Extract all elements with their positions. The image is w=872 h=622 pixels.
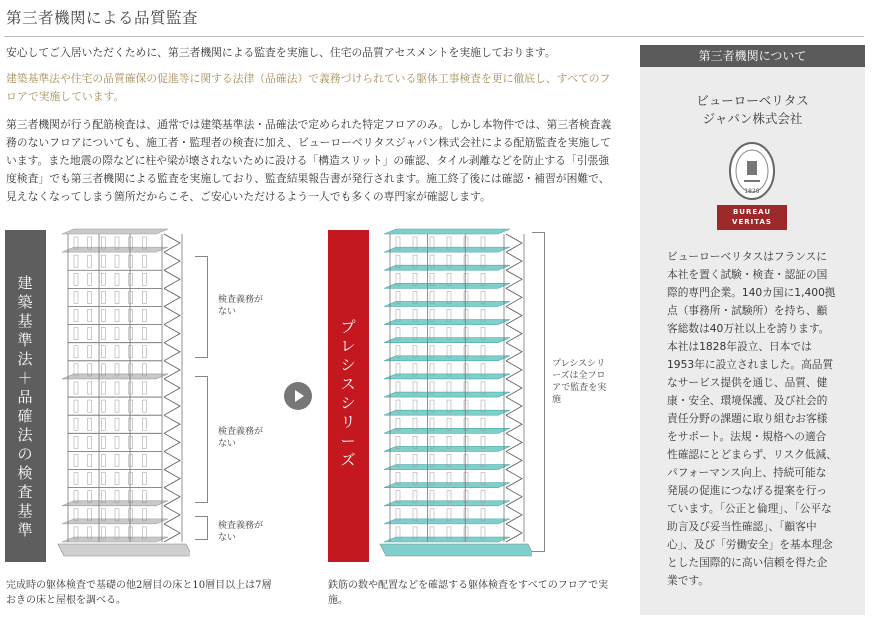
company-name-line-1: ビューローベリタス <box>696 93 809 108</box>
no-inspection-note-2: 検査義務がない <box>218 427 264 449</box>
bracket-3 <box>195 516 208 540</box>
bureau-veritas-seal-icon <box>728 141 776 201</box>
company-name <box>640 92 865 128</box>
foundation <box>58 544 190 556</box>
seal-year: 1828 <box>744 188 760 195</box>
floor-slab <box>384 229 510 234</box>
building-illustration-standard <box>50 224 190 569</box>
floor-slab <box>62 229 168 234</box>
highlight-paragraph: 建築基準法や住宅の品質確保の促進等に関する法律（品確法）で義務づけられている躯体工事検査を更に徹底し、すべてのフロアで実施しています。 <box>6 72 611 103</box>
title-divider <box>4 36 864 37</box>
standard-caption: 完成時の躯体検査で基礎の他2層目の床と10層目以上は7層おきの床と屋根を調べる。 <box>6 580 272 606</box>
building-illustration-precis <box>372 224 532 569</box>
company-name-line-2: ジャパン株式会社 <box>702 111 803 126</box>
standard-label: 建築基準法＋品確法の検査基準 <box>17 274 33 539</box>
bracket-1 <box>195 256 208 358</box>
logo-text-1: BUREAU <box>732 208 772 216</box>
no-inspection-note-3: 検査義務がない <box>218 521 264 543</box>
precis-label: プレシスシリーズ <box>340 318 356 469</box>
company-description: ビューローベリタスはフランスに本社を置く試験・検査・認証の国際的専門企業。140カ国に1,400拠点（事務所・試験所）を持ち、顧客総数は40万社以上を誇ります。本社は1828年設立、日本では1953年に設立されました。高品質なサービス提供を通じ、品質、健康・安全、環境保護、及び社会的責任分野の課題に取り組むお客様をサポート。法規・規格への適合性確認にとどまらず、リスク低減、パフォーマンス向上、持続可能な発展の促進につなげる提案を行っています。「公正と倫理」、「公平な助言及び妥当性確認」、「顧客中心」、及び「労働安全」を基本理念とした国際的に高い信頼を得た企業です。 <box>667 250 837 587</box>
detail-paragraph: 第三者機関が行う配筋検査は、通常では建築基準法・品確法で定められた特定フロアのみ。しかし本物件では、第三者検査義務のないフロアについても、施工者・監理者の検査に加え、ビューローベリタスジャパン株式会社による配筋監査を実施しています。また地震の際などに柱や梁が壊されないために設ける「構造スリット」の確認、タイル剥離などを防止する「引張強度検査」でも第三者機関による監査を実施しており、監査結果報告書が発行されます。施工終了後には確認・補習が困難で、見えなくなってしまう箇所だからこそ、ご安心いただけるよう一人でも多くの専門家が確認します。 <box>6 118 612 203</box>
precis-label-band <box>328 230 369 562</box>
bracket-2 <box>195 376 208 503</box>
foundation <box>380 544 532 556</box>
sidebar-panel <box>640 45 865 615</box>
bracket-all-floors <box>532 232 545 552</box>
bureau-veritas-logo <box>717 205 787 230</box>
intro-paragraph: 安心してご入居いただくために、第三者機関による監査を実施し、住宅の品質アセスメントを実施しております。 <box>6 46 556 59</box>
all-floors-note: プレシスシリーズは全フロアで監査を実施 <box>552 359 607 405</box>
exterior-staircase <box>506 234 522 542</box>
sidebar-header: 第三者機関について <box>640 45 865 67</box>
precis-caption: 鉄筋の数や配置などを確認する躯体検査をすべてのフロアで実施。 <box>328 580 609 606</box>
exterior-staircase <box>164 234 180 542</box>
page-title: 第三者機関による品質監査 <box>6 9 199 27</box>
logo-text-2: VERITAS <box>732 218 772 226</box>
standard-label-band <box>5 230 46 562</box>
arrow-right-icon <box>284 382 312 410</box>
no-inspection-note-1: 検査義務がない <box>218 295 264 317</box>
